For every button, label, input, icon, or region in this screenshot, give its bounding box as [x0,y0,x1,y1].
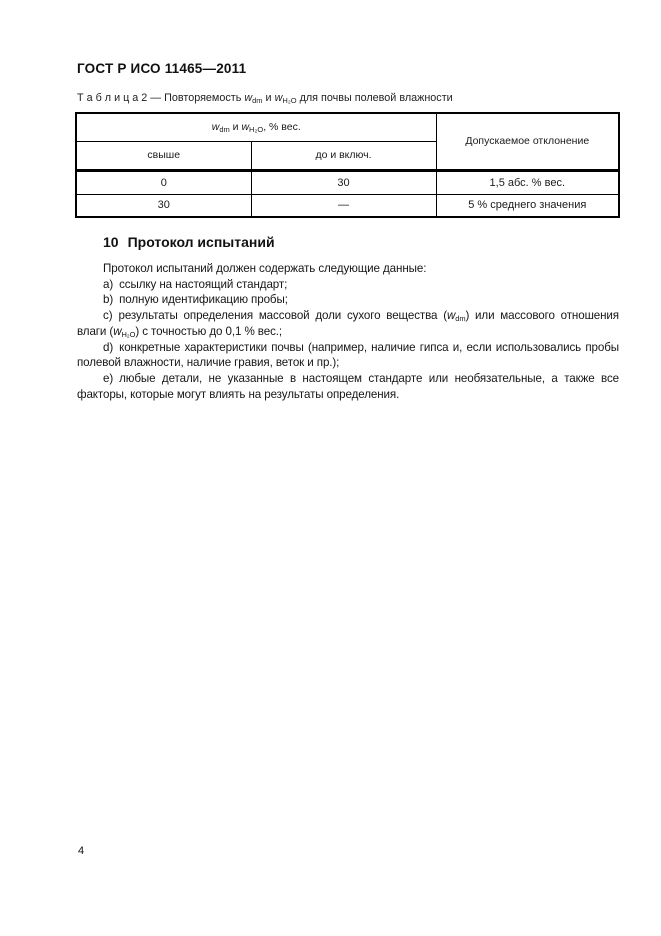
section-body [77,261,619,402]
list-item [77,340,619,371]
section-number: 10 [103,234,119,250]
table-cell-above: 30 [76,194,251,217]
table-cell-upto: 30 [251,170,436,194]
paragraph-intro: Протокол испытаний должен содержать следующие данные: [103,262,427,275]
formula-w-dm-subscript: dm [219,125,230,135]
list-item-label: b) [103,293,114,307]
list-item-text: ) с точностью до 0,1 % вес.; [135,324,283,338]
table-subheader-upto: до и включ. [251,141,436,170]
formula-w: w [446,309,456,323]
list-item [77,292,619,308]
list-item [77,277,619,293]
formula-w: w [113,324,122,338]
formula-w-h2o-subscript: H₂O [249,125,264,135]
table-caption-prefix: Т а б л и ц а 2 — Повторяемость [77,92,245,104]
list-item-label: d) [103,340,114,354]
formula-w: w [274,92,283,104]
table-header-deviation-cell: Допускаемое отклонение [436,113,619,170]
list-item-text: конкретные характеристики почвы (например, наличие гипса и, если использовались пробы полевой влажности, наличие гравия, веток и пр.); [77,340,619,370]
formula-w: w [211,121,220,134]
formula-w-dm-subscript: dm [252,96,263,105]
list-item-text: любые детали, не указанные в настоящем стандарте или необязательные, а также все факторы, которые могут влиять на результаты определения. [77,371,619,401]
document-title: ГОСТ Р ИСО 11465—2011 [77,61,247,76]
table-subheader-above: свыше [76,141,251,170]
table-header-units: , % вес. [263,121,301,134]
formula-w: w [241,121,250,134]
list-item-text: ) или массового отношения влаги ( [77,309,619,338]
repeatability-table [75,112,620,218]
table-cell-above: 0 [76,170,251,194]
table-caption-suffix: для почвы полевой влажности [296,92,453,104]
list-item [77,308,619,339]
table-caption [77,92,453,104]
list-item-label: a) [103,277,114,291]
table-caption-mid: и [262,92,275,104]
list-item-text: ссылку на настоящий стандарт; [119,277,288,291]
table-cell-upto: — [251,194,436,217]
section-heading [103,234,275,250]
list-item-label: c) [103,309,113,323]
list-item-label: e) [103,371,114,385]
table-header-mid: и [229,121,242,134]
table-cell-deviation: 5 % среднего значения [436,194,619,217]
section-title: Протокол испытаний [127,234,275,250]
list-item-text: полную идентификацию пробы; [119,293,288,307]
page-number: 4 [78,845,85,857]
formula-w-dm-subscript: dm [455,314,466,324]
table-cell-deviation: 1,5 абс. % вес. [436,170,619,194]
table-row [76,170,619,194]
formula-w: w [244,92,253,104]
table-header-merged-cell [76,113,436,141]
list-item [77,371,619,402]
formula-w-h2o-subscript: H₂O [121,329,136,339]
table-row [76,194,619,217]
table-header-row-1 [76,113,619,141]
list-item-text: результаты определения массовой доли сухого вещества ( [118,309,447,323]
formula-w-h2o-subscript: H₂O [282,96,297,105]
